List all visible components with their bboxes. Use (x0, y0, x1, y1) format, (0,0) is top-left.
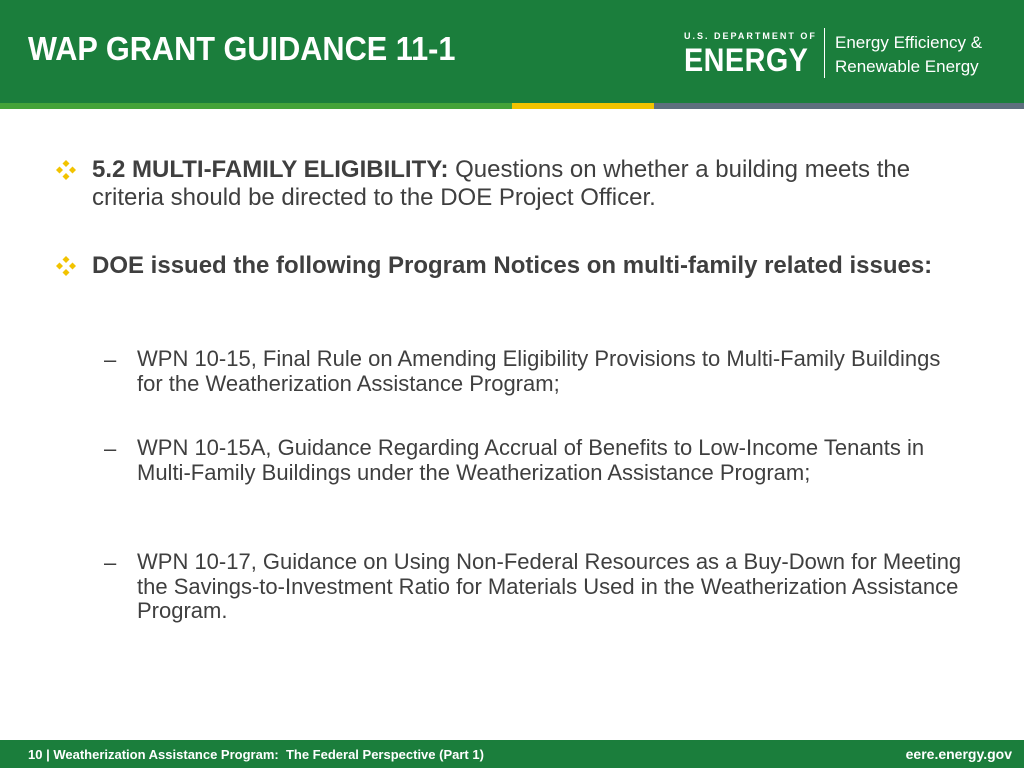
logo-divider (824, 28, 825, 78)
accent-stripe-gray (654, 103, 1024, 109)
dash-marker: – (104, 347, 117, 372)
slide-title: WAP GRANT GUIDANCE 11-1 (28, 30, 456, 67)
dash-marker: – (104, 436, 117, 461)
accent-stripe-yellow (512, 103, 654, 109)
bullet-bold-text: 5.2 MULTI-FAMILY ELIGIBILITY: (92, 156, 449, 183)
bullet-item (55, 156, 935, 212)
header-bar (0, 0, 1024, 103)
bullet-item (55, 252, 935, 280)
bullet-text (92, 252, 935, 280)
sub-item-text: WPN 10-15A, Guidance Regarding Accrual of Benefits to Low-Income Tenants in Multi-Family Buildings under the Weatherization Assistance Program; (137, 435, 925, 485)
logo-office-line1: Energy Efficiency & (835, 33, 983, 52)
diamond-bullet-icon (55, 159, 77, 181)
logo-energy-text: ENERGY (684, 42, 809, 78)
footer-website[interactable]: eere.energy.gov (905, 746, 1012, 762)
logo-office-line2: Renewable Energy (835, 57, 979, 76)
dash-marker: – (104, 550, 117, 575)
footer-page-info: 10 | Weatherization Assistance Program: The Federal Perspective (Part 1) (28, 747, 484, 762)
accent-stripe-green (0, 103, 512, 109)
bullet-text (92, 156, 935, 212)
sub-list-item (104, 550, 964, 624)
footer-bar (0, 740, 1024, 768)
logo-department-text: U.S. DEPARTMENT OF (684, 31, 817, 41)
sub-list-item (104, 347, 964, 396)
logo-office-text (835, 31, 982, 79)
slide-content (0, 110, 1024, 740)
bullet-bold-text: DOE issued the following Program Notices on multi-family related issues: (92, 252, 933, 279)
sub-list-item (104, 436, 964, 485)
sub-item-text: WPN 10-15, Final Rule on Amending Eligibility Provisions to Multi-Family Buildings for the Weatherization Assistance Program; (137, 346, 941, 396)
bullet-body-text: Questions on whether a building meets the criteria should be directed to the DOE Project Officer. (92, 156, 911, 211)
sub-item-text: WPN 10-17, Guidance on Using Non-Federal Resources as a Buy-Down for Meeting the Savings-to-Investment Ratio for Materials Used in the Weatherization Assistance Program. (137, 549, 962, 623)
diamond-bullet-icon (55, 255, 77, 277)
